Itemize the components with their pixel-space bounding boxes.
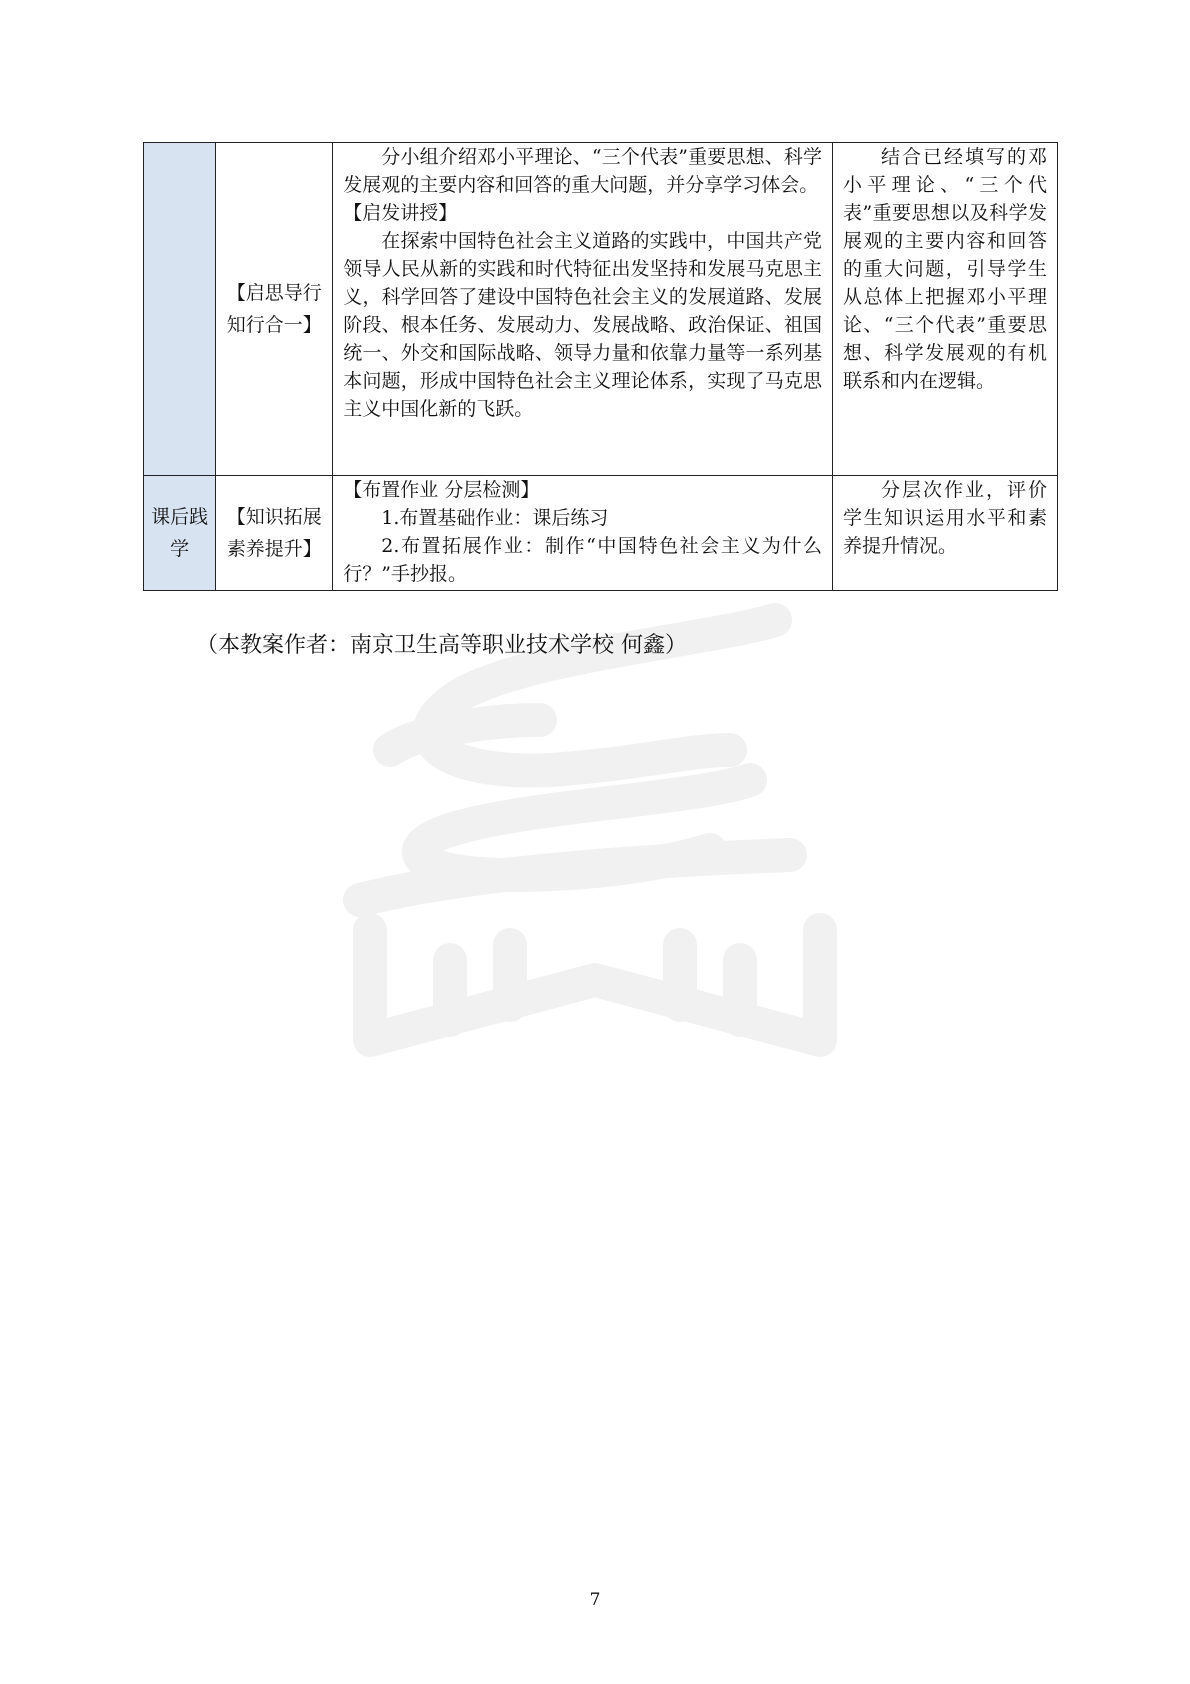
intent-cell (833, 143, 1058, 476)
link-cell: 【启思导行知行合一】 (216, 143, 333, 476)
assignment-item: 2.布置拓展作业：制作“中国特色社会主义为什么行？”手抄报。 (343, 535, 823, 585)
intent-text: 分层次作业，评价学生知识运用水平和素养提升情况。 (843, 479, 1047, 557)
watermark-logo (330, 600, 860, 1070)
content-body: 在探索中国特色社会主义道路的实践中，中国共产党领导人民从新的实践和时代特征出发坚持和发展马克思主义，科学回答了建设中国特色社会主义的发展道路、发展阶段、根本任务、发展动力、发展战略、政治保证、祖国统一、外交和国际战略、领导力量和依靠力量等一系列基本问题，形成中国特色社会主义理论体系，实现了马克思主义中国化新的飞跃。 (343, 230, 823, 420)
content-heading: 【布置作业 分层检测】 (343, 479, 540, 501)
stage-cell: 课后践学 (144, 476, 216, 591)
lesson-plan-table (143, 142, 1058, 591)
stage-cell (144, 143, 216, 476)
intent-cell (833, 476, 1058, 591)
content-intro: 分小组介绍邓小平理论、“三个代表”重要思想、科学发展观的主要内容和回答的重大问题，并分享学习体会。 (343, 146, 823, 196)
page-number: 7 (589, 1590, 601, 1610)
intent-text: 结合已经填写的邓小平理论、“三个代表”重要思想以及科学发展观的主要内容和回答的重大问题，引导学生从总体上把握邓小平理论、“三个代表”重要思想、科学发展观的有机联系和内在逻辑。 (843, 146, 1047, 392)
content-cell (333, 476, 833, 591)
table-row (144, 143, 1058, 476)
link-cell: 【知识拓展素养提升】 (216, 476, 333, 591)
content-heading: 【启发讲授】 (343, 202, 458, 224)
assignment-item: 1.布置基础作业：课后练习 (381, 507, 609, 529)
author-byline: （本教案作者：南京卫生高等职业技术学校 何鑫） (196, 633, 687, 658)
content-cell (333, 143, 833, 476)
table-row (144, 476, 1058, 591)
